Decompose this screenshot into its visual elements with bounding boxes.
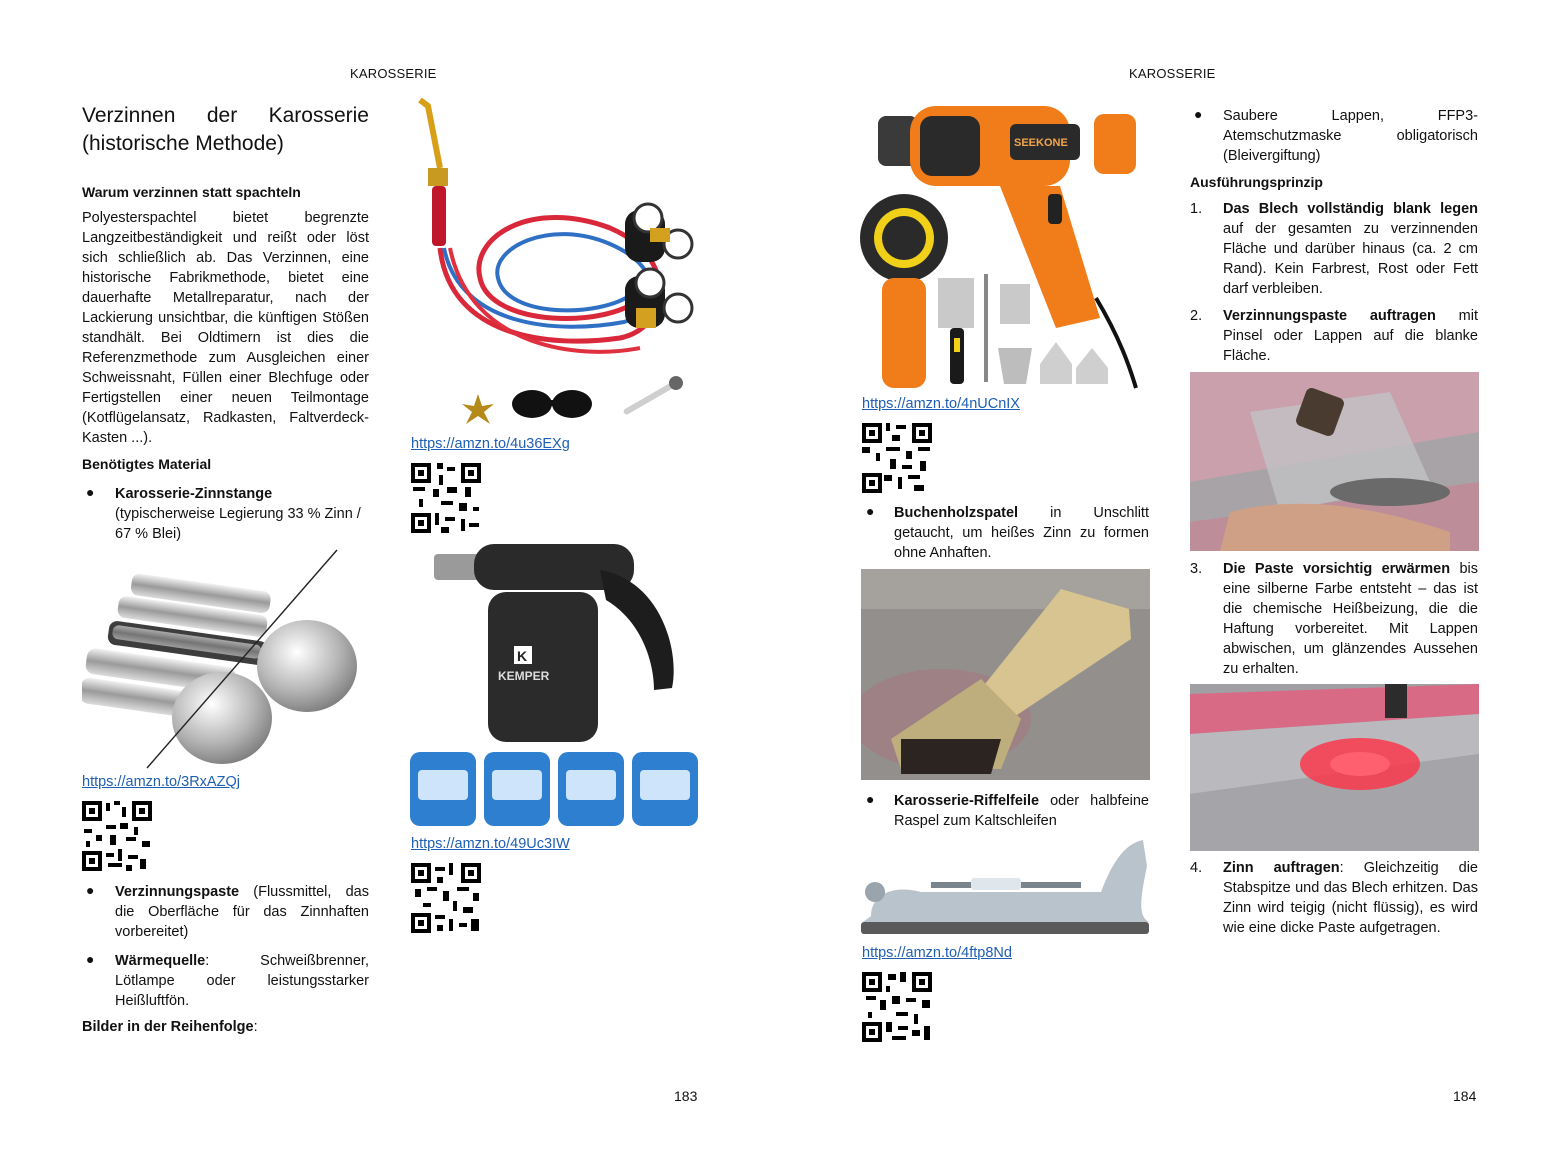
item-text: in Unschlitt getaucht, um heißes Zinn zu formen ohne Anhaften. xyxy=(894,505,1149,561)
item-bold: Verzinnungspaste xyxy=(115,884,240,900)
images-heading: Bilder in der Reihenfolge: xyxy=(82,1019,258,1035)
page-title xyxy=(82,102,369,158)
left-page-header: KAROSSERIE xyxy=(350,66,437,81)
list-item xyxy=(82,882,369,942)
step-number: 2. xyxy=(1190,308,1203,324)
torch-brand-label: KEMPER xyxy=(498,669,550,683)
amazon-link-heat-gun[interactable]: https://amzn.to/4nUCnIX xyxy=(862,396,1020,412)
bullet-dot-icon: ● xyxy=(1194,106,1203,122)
left-page-number: 183 xyxy=(674,1088,698,1104)
step-item: 1. Das Blech vollständig blank legen auf der gesamten zu verzinnenden Fläche und darüber hinaus (ca. 2 cm Rand). Kein Farbrest, Rost oder Fett darf verbleiben. xyxy=(1190,201,1478,297)
item-bold: Wärmequelle xyxy=(115,953,206,969)
why-heading: Warum verzinnen statt spachteln xyxy=(82,184,301,200)
step-item: 3. Die Paste vorsichtig erwärmen bis eine silberne Farbe entsteht – das ist die chemische Heißbeizung, die die Haftung vorbereitet. Mit Lappen abwischen, um glänzendes Aussehen zu erhalten. xyxy=(1190,561,1478,677)
heatgun-brand-label: SEEKONE xyxy=(1014,137,1068,149)
step-number: 1. xyxy=(1190,201,1203,217)
principle-heading: Ausführungsprinzip xyxy=(1190,174,1323,190)
qr-code-icon xyxy=(82,801,152,871)
bullet-dot-icon: ● xyxy=(866,791,875,807)
paste-heating-photo xyxy=(1190,684,1479,851)
qr-code-icon xyxy=(862,972,932,1042)
item-bold: Karosserie-Riffelfeile xyxy=(894,793,1040,809)
oxy-torch-kit-image xyxy=(410,98,700,433)
item-text: : Schweißbrenner, Lötlampe oder leistungsstarker Heißluftfön. xyxy=(115,953,369,1009)
item-bold: Buchenholzspatel xyxy=(894,505,1019,521)
step-item: 2. Verzinnungspaste auftragen mit Pinsel oder Lappen auf die blanke Fläche. xyxy=(1190,308,1478,364)
paste-application-photo xyxy=(1190,372,1479,551)
blowtorch-image xyxy=(410,540,700,830)
tin-bars-image xyxy=(82,548,370,770)
title-line-1: Verzinnen der Karosserie xyxy=(82,104,369,127)
list-item xyxy=(862,791,1149,831)
list-item xyxy=(82,951,369,1011)
amazon-link-oxy-kit[interactable]: https://amzn.to/4u36EXg xyxy=(411,436,570,452)
qr-code-icon xyxy=(862,423,932,493)
list-item xyxy=(82,484,369,544)
qr-code-icon xyxy=(411,463,481,533)
step-number: 3. xyxy=(1190,561,1203,577)
amazon-link-body-file[interactable]: https://amzn.to/4ftp8Nd xyxy=(862,945,1012,961)
why-paragraph: Polyesterspachtel bietet begrenzte Langzeitbeständigkeit und reißt oder löst sich schließlich ab. Das Verzinnen, eine historische Fabrikmethode, bietet eine dauerhafte Metallreparatur, nach der Lackierung unsichtbar, die künftigen Stößen standhält. Bei Oldtimern ist dies die Referenzmethode zum Ausgleichen einer Schweissnaht, Füllen einer Blechfuge oder Fertigstellen einer neuen Teilmontage (Kotflügelansatz, Radkasten, Faltverdeck-Kasten ...). xyxy=(82,210,369,446)
qr-code-icon xyxy=(411,863,481,933)
item-text: (typischerweise Legierung 33 % Zinn / 67 % Blei) xyxy=(115,506,361,542)
bullet-dot-icon: ● xyxy=(866,503,875,519)
item-bold: Karosserie-Zinnstange xyxy=(115,486,273,502)
amazon-link-tin-bar[interactable]: https://amzn.to/3RxAZQj xyxy=(82,774,240,790)
body-file-holder-image xyxy=(861,836,1151,938)
step-item: 4. Zinn auftragen: Gleichzeitig die Stabspitze und das Blech erhitzen. Das Zinn wird teigig (nicht flüssig), es wird wie eine dicke Paste aufgetragen. xyxy=(1190,860,1478,936)
step-number: 4. xyxy=(1190,860,1203,876)
right-page-number: 184 xyxy=(1453,1088,1477,1104)
bullet-dot-icon: ● xyxy=(86,951,95,967)
item-text: (Flussmittel, das die Oberfläche für das Zinnhaften vorbereitet) xyxy=(115,884,369,940)
bullet-dot-icon: ● xyxy=(86,882,95,898)
title-line-2: (historische Methode) xyxy=(82,132,284,155)
item-text: oder halbfeine Raspel zum Kaltschleifen xyxy=(894,793,1149,829)
heat-gun-kit-image xyxy=(860,98,1150,390)
list-item xyxy=(1190,106,1478,166)
svg-text:K: K xyxy=(517,648,528,664)
bullet-dot-icon: ● xyxy=(86,484,95,500)
right-page-header: KAROSSERIE xyxy=(1129,66,1216,81)
item-text: Saubere Lappen, FFP3-Atemschutzmaske obligatorisch (Bleivergiftung) xyxy=(1223,108,1478,164)
list-item xyxy=(862,503,1149,563)
amazon-link-blowtorch[interactable]: https://amzn.to/49Uc3IW xyxy=(411,836,570,852)
material-heading: Benötigtes Material xyxy=(82,456,212,472)
wooden-spatula-photo xyxy=(861,569,1150,780)
